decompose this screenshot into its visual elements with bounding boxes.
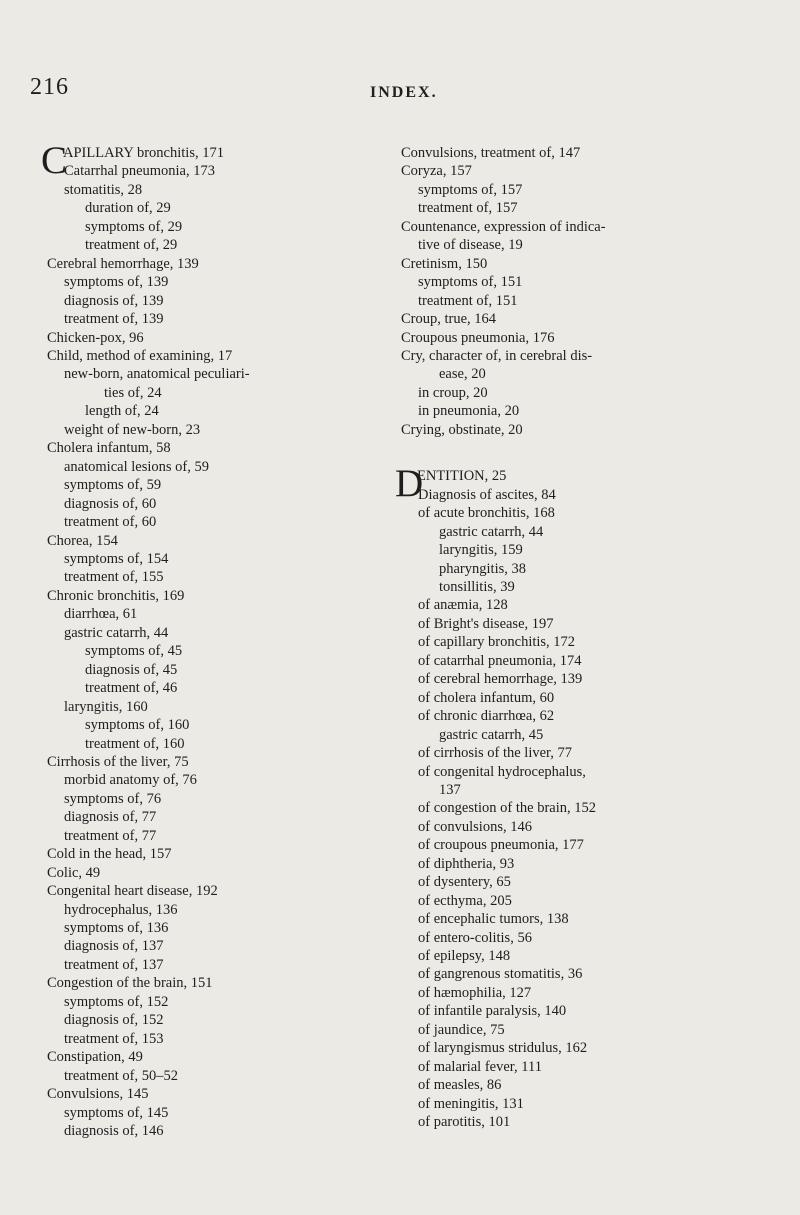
- index-entry: diarrhœa, 61: [64, 606, 138, 623]
- index-entry: symptoms of, 152: [64, 993, 169, 1010]
- index-entry: Catarrhal pneumonia, 173: [64, 163, 215, 180]
- index-entry: of cerebral hemorrhage, 139: [418, 671, 583, 688]
- index-entry: treatment of, 60: [64, 514, 157, 531]
- index-entry: of parotitis, 101: [418, 1114, 511, 1131]
- page-number: 216: [30, 74, 69, 100]
- index-entry: Countenance, expression of indica-: [401, 218, 606, 235]
- index-entry: Colic, 49: [47, 864, 101, 881]
- index-entry: Cholera infantum, 58: [47, 440, 171, 457]
- index-entry: Child, method of examining, 17: [47, 347, 233, 364]
- index-entry: treatment of, 137: [64, 956, 164, 973]
- index-entry: ties of, 24: [104, 384, 162, 401]
- index-section-d: [395, 462, 771, 1131]
- index-entry: new-born, anatomical peculiari-: [64, 366, 250, 383]
- index-entry: treatment of, 160: [85, 735, 185, 752]
- index-entry: Cry, character of, in cerebral dis-: [401, 347, 593, 364]
- dropcap-c: C: [41, 139, 68, 182]
- index-entry: of meningitis, 131: [418, 1095, 524, 1112]
- index-entry: symptoms of, 45: [85, 643, 183, 660]
- index-entry: symptoms of, 59: [64, 477, 162, 494]
- index-entry: symptoms of, 160: [85, 717, 190, 734]
- index-entry: symptoms of, 139: [64, 274, 169, 291]
- index-entry: of gangrenous stomatitis, 36: [418, 966, 583, 983]
- index-column-right: [395, 144, 771, 1132]
- index-entry: 137: [439, 781, 461, 798]
- index-entry: laryngitis, 160: [64, 698, 148, 715]
- running-head: INDEX.: [370, 84, 438, 101]
- index-entry: Chorea, 154: [47, 532, 118, 549]
- index-entry: of croupous pneumonia, 177: [418, 837, 584, 854]
- index-column-left: [41, 139, 389, 1140]
- index-entry: anatomical lesions of, 59: [64, 458, 209, 475]
- index-entry: treatment of, 29: [85, 237, 178, 254]
- index-entry: Chicken-pox, 96: [47, 329, 144, 346]
- index-entry: symptoms of, 151: [418, 274, 523, 291]
- index-entry: of Bright's disease, 197: [418, 615, 554, 632]
- index-entry: of laryngismus stridulus, 162: [418, 1040, 588, 1057]
- index-entry: of dysentery, 65: [418, 874, 511, 891]
- index-entry: Coryza, 157: [401, 163, 472, 180]
- index-entry: of catarrhal pneumonia, 174: [418, 652, 582, 669]
- index-entry: treatment of, 151: [418, 292, 518, 309]
- index-entry: Diagnosis of ascites, 84: [418, 486, 556, 503]
- index-entry: gastric catarrh, 44: [439, 523, 544, 540]
- index-entry: of hæmophilia, 127: [418, 984, 532, 1001]
- index-entry: symptoms of, 154: [64, 550, 169, 567]
- index-entry: diagnosis of, 146: [64, 1123, 164, 1140]
- index-entry: treatment of, 139: [64, 311, 164, 328]
- index-entry: of acute bronchitis, 168: [418, 505, 555, 522]
- index-entry: treatment of, 77: [64, 827, 157, 844]
- index-entry: of malarial fever, 111: [418, 1058, 542, 1075]
- index-entry: Crying, obstinate, 20: [401, 421, 523, 438]
- index-entry: diagnosis of, 152: [64, 1012, 164, 1029]
- dropcap-d: D: [395, 462, 424, 506]
- index-entry: symptoms of, 157: [418, 181, 523, 198]
- index-entry: symptoms of, 29: [85, 218, 183, 235]
- index-entry: Cretinism, 150: [401, 255, 488, 272]
- index-entry: Constipation, 49: [47, 1049, 143, 1066]
- index-entry: of capillary bronchitis, 172: [418, 634, 576, 651]
- index-entry: of jaundice, 75: [418, 1021, 505, 1038]
- index-entry: Cerebral hemorrhage, 139: [47, 255, 199, 272]
- index-entry: tive of disease, 19: [418, 237, 523, 254]
- index-entry: in pneumonia, 20: [418, 403, 520, 420]
- index-entry: symptoms of, 136: [64, 920, 169, 937]
- index-entry: in croup, 20: [418, 384, 488, 401]
- index-entry: of infantile paralysis, 140: [418, 1003, 567, 1020]
- index-entry: diagnosis of, 60: [64, 495, 157, 512]
- index-entry: hydrocephalus, 136: [64, 901, 178, 918]
- index-entry: treatment of, 157: [418, 200, 518, 217]
- index-entry: Convulsions, treatment of, 147: [401, 145, 581, 161]
- index-entry: stomatitis, 28: [64, 181, 143, 198]
- index-entry: Croup, true, 164: [401, 311, 497, 328]
- index-entry: morbid anatomy of, 76: [64, 772, 197, 789]
- index-entry: gastric catarrh, 44: [64, 624, 169, 641]
- index-entry: treatment of, 153: [64, 1030, 164, 1047]
- index-entry: ENTITION, 25: [417, 468, 507, 485]
- index-entry: of congenital hydrocephalus,: [418, 763, 586, 780]
- index-entry: duration of, 29: [85, 200, 171, 217]
- index-entry: weight of new-born, 23: [64, 421, 201, 438]
- index-entry: gastric catarrh, 45: [439, 726, 544, 743]
- index-entry: of entero-colitis, 56: [418, 929, 532, 946]
- index-entry: symptoms of, 145: [64, 1104, 169, 1121]
- index-entry: treatment of, 155: [64, 569, 164, 586]
- index-entry: length of, 24: [85, 403, 159, 420]
- index-entry: Cold in the head, 157: [47, 846, 172, 863]
- index-entry: of measles, 86: [418, 1077, 502, 1094]
- index-entry: pharyngitis, 38: [439, 560, 526, 577]
- index-entry: diagnosis of, 45: [85, 661, 178, 678]
- index-entry: of ecthyma, 205: [418, 892, 512, 909]
- index-entry: of convulsions, 146: [418, 818, 532, 835]
- index-entry: of congestion of the brain, 152: [418, 800, 596, 817]
- index-entry: treatment of, 50–52: [64, 1067, 178, 1084]
- index-entry: ease, 20: [439, 366, 486, 383]
- index-entry: of cirrhosis of the liver, 77: [418, 745, 573, 762]
- index-entry: diagnosis of, 139: [64, 292, 164, 309]
- index-entry: diagnosis of, 137: [64, 938, 164, 955]
- index-entry: of chronic diarrhœa, 62: [418, 708, 555, 725]
- index-entry: Congestion of the brain, 151: [47, 975, 213, 992]
- index-entry: Croupous pneumonia, 176: [401, 329, 555, 346]
- index-entry: Chronic bronchitis, 169: [47, 587, 185, 604]
- index-entry: treatment of, 46: [85, 680, 178, 697]
- index-entry: Congenital heart disease, 192: [47, 883, 218, 900]
- index-entry: of cholera infantum, 60: [418, 689, 555, 706]
- index-entry: APILLARY bronchitis, 171: [63, 145, 224, 161]
- index-entry: Cirrhosis of the liver, 75: [47, 753, 189, 770]
- index-entry: tonsillitis, 39: [439, 578, 515, 595]
- index-entry: symptoms of, 76: [64, 790, 162, 807]
- index-entry: of encephalic tumors, 138: [418, 911, 569, 928]
- index-section-c: [41, 139, 389, 1140]
- index-entry: of anæmia, 128: [418, 597, 508, 614]
- index-entry: diagnosis of, 77: [64, 809, 157, 826]
- index-entry: of diphtheria, 93: [418, 855, 515, 872]
- index-entry: Convulsions, 145: [47, 1086, 149, 1103]
- index-entry: laryngitis, 159: [439, 542, 523, 559]
- index-entry: of epilepsy, 148: [418, 948, 511, 965]
